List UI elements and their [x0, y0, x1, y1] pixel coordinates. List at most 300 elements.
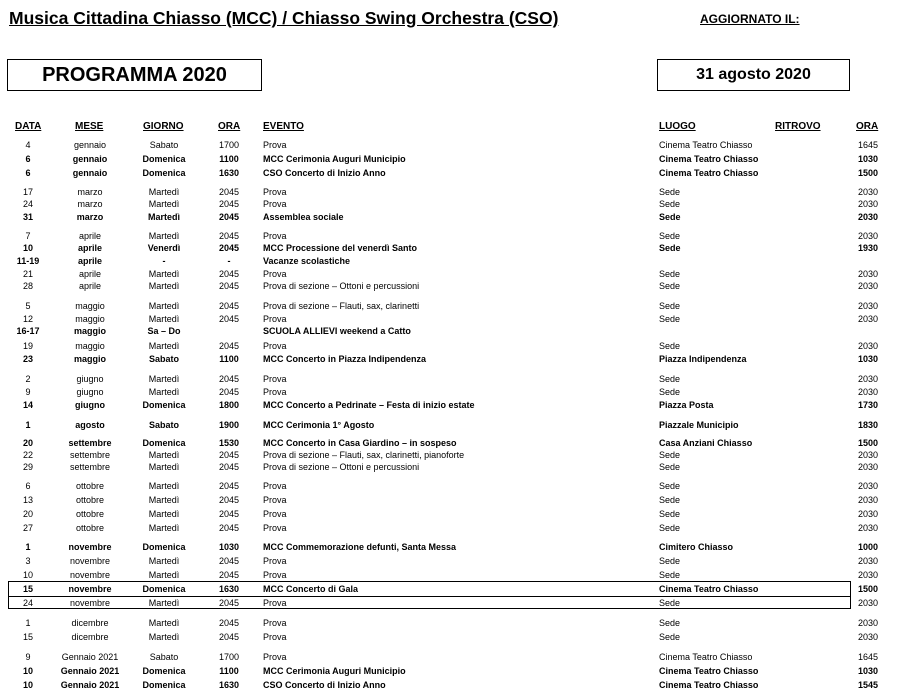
column-header-ritrovo: RITROVO [775, 121, 821, 132]
table-row [0, 280, 897, 292]
row-ora: 1100 [219, 666, 239, 676]
column-header-giorno: GIORNO [143, 121, 184, 132]
row-giorno: Martedì [148, 450, 180, 460]
row-giorno: Martedì [147, 212, 180, 222]
row-ora-ritrovo: 2030 [857, 301, 879, 311]
row-giorno: Venerdì [147, 243, 181, 253]
row-ora: 2045 [218, 231, 240, 241]
row-data: 1 [25, 420, 31, 430]
row-giorno: Martedì [148, 523, 180, 533]
row-ora-ritrovo: 1000 [857, 542, 879, 552]
row-data: 28 [22, 281, 33, 291]
row-ora: 2045 [218, 462, 240, 472]
row-giorno: Domenica [142, 666, 186, 676]
row-mese: maggio [75, 314, 105, 324]
table-row [0, 617, 897, 629]
table-row [0, 541, 897, 553]
row-mese: gennaio [73, 140, 107, 150]
row-ora-ritrovo: 2030 [857, 618, 879, 628]
update-date-box: 31 agosto 2020 [657, 59, 850, 91]
table-row [0, 555, 897, 567]
row-mese: novembre [68, 542, 112, 552]
row-data: 7 [25, 231, 31, 241]
row-ora: - [227, 256, 231, 266]
row-ora: 2045 [218, 556, 240, 566]
row-ora: 2045 [218, 281, 240, 291]
row-ora: 1630 [218, 680, 240, 690]
row-ora-ritrovo: 1545 [857, 680, 879, 690]
row-data: 10 [22, 680, 33, 690]
row-data: 20 [22, 438, 33, 448]
row-giorno: Martedì [148, 301, 180, 311]
row-evento: Prova [263, 374, 287, 384]
table-row [0, 373, 897, 385]
table-row [0, 242, 897, 254]
row-mese: giugno [76, 387, 104, 397]
row-ora: 1800 [218, 400, 240, 410]
row-giorno: - [162, 256, 166, 266]
row-giorno: Domenica [142, 584, 186, 594]
row-ora-ritrovo: 1930 [857, 243, 879, 253]
row-giorno: Martedì [148, 495, 180, 505]
row-giorno: Domenica [142, 168, 186, 178]
table-row [0, 449, 897, 461]
row-ora-ritrovo: 2030 [857, 187, 879, 197]
row-luogo: Sede [659, 570, 681, 580]
row-evento: CSO Concerto di Inizio Anno [263, 680, 386, 690]
row-ora: 2045 [218, 598, 240, 608]
column-header-evento: EVENTO [263, 121, 304, 132]
table-row [0, 461, 897, 473]
row-luogo: Sede [659, 509, 681, 519]
row-data: 20 [22, 509, 33, 519]
row-giorno: Martedì [148, 598, 180, 608]
row-mese: ottobre [75, 523, 105, 533]
table-row [0, 167, 897, 179]
row-evento: Assemblea sociale [263, 212, 344, 222]
row-luogo: Sede [659, 618, 681, 628]
column-header-ora: ORA [218, 121, 241, 132]
row-luogo: Sede [659, 462, 681, 472]
row-data: 1 [25, 618, 31, 628]
row-ora-ritrovo: 2030 [857, 341, 879, 351]
table-row [0, 508, 897, 520]
row-ora-ritrovo: 1730 [857, 400, 879, 410]
row-ora: 2045 [218, 212, 240, 222]
row-ora-ritrovo: 2030 [857, 281, 879, 291]
row-mese: maggio [73, 326, 106, 336]
table-row [0, 325, 897, 337]
table-row [0, 679, 897, 691]
row-ora: 2045 [218, 341, 240, 351]
row-mese: marzo [76, 212, 104, 222]
row-luogo: Cinema Teatro Chiasso [659, 168, 759, 178]
row-luogo: Sede [659, 199, 681, 209]
row-ora-ritrovo: 1500 [857, 584, 879, 594]
row-mese: aprile [78, 231, 101, 241]
row-data: 11-19 [16, 256, 40, 266]
row-data: 13 [22, 495, 33, 505]
row-evento: Prova [263, 199, 287, 209]
row-ora: 2045 [218, 481, 240, 491]
row-ora-ritrovo: 2030 [857, 314, 879, 324]
table-row [0, 651, 897, 663]
row-mese: dicembre [71, 618, 109, 628]
row-ora: 2045 [218, 243, 240, 253]
row-giorno: Domenica [142, 542, 186, 552]
row-mese: marzo [77, 187, 103, 197]
row-mese: giugno [75, 400, 105, 410]
row-mese: Gennaio 2021 [61, 652, 119, 662]
table-row [0, 494, 897, 506]
row-ora-ritrovo: 1030 [857, 666, 879, 676]
row-ora: 2045 [218, 387, 240, 397]
row-ora-ritrovo: 2030 [857, 523, 879, 533]
row-data: 10 [22, 243, 33, 253]
row-ora-ritrovo: 2030 [857, 269, 879, 279]
row-ora: 2045 [218, 301, 240, 311]
table-row [0, 186, 897, 198]
row-ora-ritrovo: 2030 [857, 556, 879, 566]
row-luogo: Sede [659, 314, 681, 324]
row-ora-ritrovo: 2030 [857, 199, 879, 209]
row-data: 27 [22, 523, 33, 533]
row-luogo: Cinema Teatro Chiasso [659, 652, 753, 662]
row-evento: MCC Concerto a Pedrinate – Festa di inizio estate [263, 400, 475, 410]
row-giorno: Martedì [148, 374, 180, 384]
table-row [0, 583, 897, 595]
row-ora: 2045 [218, 495, 240, 505]
row-giorno: Martedì [148, 556, 180, 566]
row-evento: MCC Concerto di Gala [263, 584, 359, 594]
row-data: 29 [22, 462, 33, 472]
row-luogo: Piazza Posta [659, 400, 714, 410]
row-giorno: Martedì [148, 509, 180, 519]
row-giorno: Domenica [142, 680, 186, 690]
row-mese: agosto [75, 420, 105, 430]
row-giorno: Martedì [148, 387, 180, 397]
row-data: 24 [22, 598, 33, 608]
row-luogo: Piazzale Municipio [659, 420, 739, 430]
row-mese: gennaio [72, 154, 108, 164]
row-mese: aprile [78, 281, 101, 291]
row-data: 4 [25, 140, 31, 150]
row-luogo: Sede [659, 387, 681, 397]
column-header-data: DATA [15, 121, 42, 132]
row-ora: 2045 [218, 450, 240, 460]
row-luogo: Sede [659, 374, 681, 384]
table-row [0, 437, 897, 449]
row-data: 12 [22, 314, 33, 324]
table-row [0, 597, 897, 609]
row-data: 24 [22, 199, 33, 209]
row-evento: MCC Cerimonia Auguri Municipio [263, 666, 406, 676]
table-row [0, 313, 897, 325]
row-giorno: Sa – Do [147, 326, 181, 336]
row-evento: Prova [263, 652, 287, 662]
row-luogo: Sede [659, 632, 681, 642]
column-header-luogo: LUOGO [659, 121, 696, 132]
row-ora: 2045 [218, 632, 240, 642]
row-mese: maggio [75, 341, 105, 351]
row-data: 15 [22, 632, 33, 642]
row-luogo: Piazza Indipendenza [659, 354, 747, 364]
row-ora: 1700 [218, 140, 240, 150]
row-data: 10 [22, 570, 33, 580]
column-header-ora-ritrovo: ORA [856, 121, 879, 132]
row-data: 21 [22, 269, 33, 279]
row-ora-ritrovo: 1030 [857, 354, 879, 364]
row-evento: Prova [263, 187, 287, 197]
row-luogo: Cinema Teatro Chiasso [659, 140, 753, 150]
row-data: 6 [25, 481, 31, 491]
row-luogo: Sede [659, 281, 681, 291]
row-data: 14 [22, 400, 33, 410]
row-giorno: Martedì [148, 231, 180, 241]
row-mese: maggio [75, 301, 105, 311]
row-luogo: Sede [659, 598, 681, 608]
row-evento: Prova di sezione – Flauti, sax, clarinetti, pianoforte [263, 450, 465, 460]
row-ora: 2045 [218, 618, 240, 628]
table-row [0, 300, 897, 312]
row-giorno: Martedì [148, 341, 180, 351]
row-luogo: Cinema Teatro Chiasso [659, 680, 759, 690]
row-data: 15 [22, 584, 33, 594]
row-data: 22 [22, 450, 33, 460]
row-giorno: Martedì [148, 269, 180, 279]
row-giorno: Martedì [148, 618, 180, 628]
row-evento: Prova [263, 570, 287, 580]
row-giorno: Martedì [148, 481, 180, 491]
row-evento: Prova [263, 509, 287, 519]
row-mese: gennaio [72, 168, 108, 178]
row-ora-ritrovo: 2030 [857, 374, 879, 384]
row-ora: 1530 [218, 438, 240, 448]
row-ora: 2045 [218, 314, 240, 324]
row-evento: Prova [263, 341, 287, 351]
row-ora-ritrovo: 2030 [857, 481, 879, 491]
row-giorno: Martedì [148, 570, 180, 580]
table-row [0, 211, 897, 223]
row-mese: maggio [73, 354, 106, 364]
row-ora-ritrovo: 1645 [857, 140, 879, 150]
row-evento: MCC Concerto in Piazza Indipendenza [263, 354, 427, 364]
row-luogo: Cinema Teatro Chiasso [659, 154, 759, 164]
row-ora: 2045 [218, 570, 240, 580]
row-ora-ritrovo: 2030 [857, 495, 879, 505]
row-data: 6 [25, 168, 31, 178]
row-ora: 1900 [218, 420, 240, 430]
row-ora: 2045 [218, 509, 240, 519]
row-giorno: Domenica [142, 438, 186, 448]
row-giorno: Sabato [148, 420, 179, 430]
row-luogo: Sede [659, 481, 681, 491]
table-row [0, 255, 897, 267]
row-ora-ritrovo: 2030 [857, 462, 879, 472]
row-ora: 2045 [218, 187, 240, 197]
row-mese: settembre [68, 438, 112, 448]
table-row [0, 522, 897, 534]
row-luogo: Sede [659, 341, 681, 351]
row-evento: Prova [263, 495, 287, 505]
row-ora: 1700 [218, 652, 240, 662]
row-ora-ritrovo: 1645 [857, 652, 879, 662]
row-giorno: Domenica [142, 400, 186, 410]
row-giorno: Martedì [148, 632, 180, 642]
table-row [0, 569, 897, 581]
row-luogo: Sede [659, 556, 681, 566]
table-row [0, 386, 897, 398]
row-luogo: Sede [659, 269, 681, 279]
row-data: 9 [25, 652, 31, 662]
row-evento: Prova [263, 618, 287, 628]
row-giorno: Sabato [148, 354, 179, 364]
row-evento: Prova [263, 556, 287, 566]
table-row [0, 665, 897, 677]
row-mese: aprile [77, 243, 102, 253]
row-evento: SCUOLA ALLIEVI weekend a Catto [263, 326, 411, 336]
row-evento: Prova [263, 140, 287, 150]
row-ora: 1030 [218, 542, 240, 552]
row-evento: CSO Concerto di Inizio Anno [263, 168, 386, 178]
row-evento: Vacanze scolastiche [263, 256, 351, 266]
row-mese: novembre [69, 556, 111, 566]
row-data: 3 [25, 556, 31, 566]
row-ora-ritrovo: 2030 [857, 212, 879, 222]
row-giorno: Sabato [149, 140, 179, 150]
table-row [0, 353, 897, 365]
row-data: 10 [22, 666, 33, 676]
row-evento: Prova [263, 231, 287, 241]
row-mese: settembre [69, 450, 111, 460]
row-luogo: Sede [659, 187, 681, 197]
row-ora: 2045 [218, 269, 240, 279]
row-giorno: Domenica [142, 154, 186, 164]
row-luogo: Sede [659, 301, 681, 311]
row-giorno: Martedì [148, 281, 180, 291]
row-ora: 1100 [219, 154, 239, 164]
row-data: 1 [25, 542, 31, 552]
row-mese: settembre [69, 462, 111, 472]
row-data: 2 [25, 374, 31, 384]
table-row [0, 139, 897, 151]
row-ora-ritrovo: 2030 [857, 632, 879, 642]
column-header-mese: MESE [75, 121, 104, 132]
row-mese: Gennaio 2021 [60, 666, 120, 676]
table-row [0, 399, 897, 411]
table-row [0, 153, 897, 165]
row-data: 16-17 [16, 326, 40, 336]
row-mese: aprile [78, 269, 101, 279]
row-ora-ritrovo: 1830 [857, 420, 879, 430]
row-mese: dicembre [71, 632, 109, 642]
row-data: 19 [22, 341, 33, 351]
row-mese: Gennaio 2021 [60, 680, 120, 690]
row-evento: Prova di sezione – Ottoni e percussioni [263, 462, 420, 472]
row-mese: marzo [77, 199, 103, 209]
row-ora-ritrovo: 2030 [857, 509, 879, 519]
row-data: 5 [25, 301, 31, 311]
row-luogo: Sede [659, 231, 681, 241]
row-evento: Prova [263, 598, 287, 608]
row-ora: 2045 [218, 523, 240, 533]
row-mese: ottobre [75, 509, 105, 519]
row-evento: MCC Concerto in Casa Giardino – in sospeso [263, 438, 457, 448]
row-luogo: Casa Anziani Chiasso [659, 438, 753, 448]
row-evento: Prova di sezione – Ottoni e percussioni [263, 281, 420, 291]
row-giorno: Martedì [148, 187, 180, 197]
row-data: 17 [22, 187, 33, 197]
row-ora-ritrovo: 2030 [857, 598, 879, 608]
row-ora-ritrovo: 1500 [857, 168, 879, 178]
row-luogo: Sede [659, 243, 681, 253]
table-row [0, 198, 897, 210]
row-giorno: Sabato [149, 652, 179, 662]
row-luogo: Sede [659, 450, 681, 460]
row-ora-ritrovo: 2030 [857, 450, 879, 460]
row-data: 6 [25, 154, 31, 164]
row-evento: MCC Processione del venerdì Santo [263, 243, 418, 253]
row-ora: 2045 [218, 199, 240, 209]
row-evento: Prova [263, 632, 287, 642]
program-title-box: PROGRAMMA 2020 [7, 59, 262, 91]
row-evento: Prova di sezione – Flauti, sax, clarinetti [263, 301, 420, 311]
row-mese: aprile [77, 256, 102, 266]
row-luogo: Sede [659, 495, 681, 505]
row-ora-ritrovo: 2030 [857, 387, 879, 397]
updated-label: AGGIORNATO IL: [700, 12, 800, 26]
row-luogo: Sede [659, 212, 681, 222]
row-mese: novembre [68, 584, 112, 594]
row-mese: ottobre [75, 495, 105, 505]
row-evento: MCC Commemorazione defunti, Santa Messa [263, 542, 457, 552]
row-evento: Prova [263, 314, 287, 324]
row-data: 31 [22, 212, 33, 222]
table-row [0, 419, 897, 431]
table-row [0, 268, 897, 280]
row-luogo: Cinema Teatro Chiasso [659, 666, 759, 676]
table-row [0, 631, 897, 643]
row-evento: Prova [263, 523, 287, 533]
row-ora-ritrovo: 1500 [857, 438, 879, 448]
row-mese: ottobre [75, 481, 105, 491]
row-data: 9 [25, 387, 31, 397]
row-ora: 1630 [218, 168, 240, 178]
document-title: Musica Cittadina Chiasso (MCC) / Chiasso Swing Orchestra (CSO) [9, 8, 559, 28]
row-mese: novembre [69, 570, 111, 580]
row-ora-ritrovo: 1030 [857, 154, 879, 164]
row-evento: Prova [263, 387, 287, 397]
table-row [0, 480, 897, 492]
row-evento: Prova [263, 269, 287, 279]
row-luogo: Sede [659, 523, 681, 533]
table-row [0, 230, 897, 242]
row-ora: 1630 [218, 584, 240, 594]
row-giorno: Martedì [148, 462, 180, 472]
row-evento: MCC Cerimonia 1° Agosto [263, 420, 375, 430]
row-ora-ritrovo: 2030 [857, 231, 879, 241]
row-giorno: Martedì [148, 199, 180, 209]
row-mese: giugno [76, 374, 104, 384]
row-luogo: Cimitero Chiasso [659, 542, 734, 552]
row-ora: 2045 [218, 374, 240, 384]
row-evento: Prova [263, 481, 287, 491]
row-evento: MCC Cerimonia Auguri Municipio [263, 154, 406, 164]
row-ora: 1100 [219, 354, 239, 364]
row-data: 23 [22, 354, 33, 364]
row-giorno: Martedì [148, 314, 180, 324]
table-row [0, 340, 897, 352]
